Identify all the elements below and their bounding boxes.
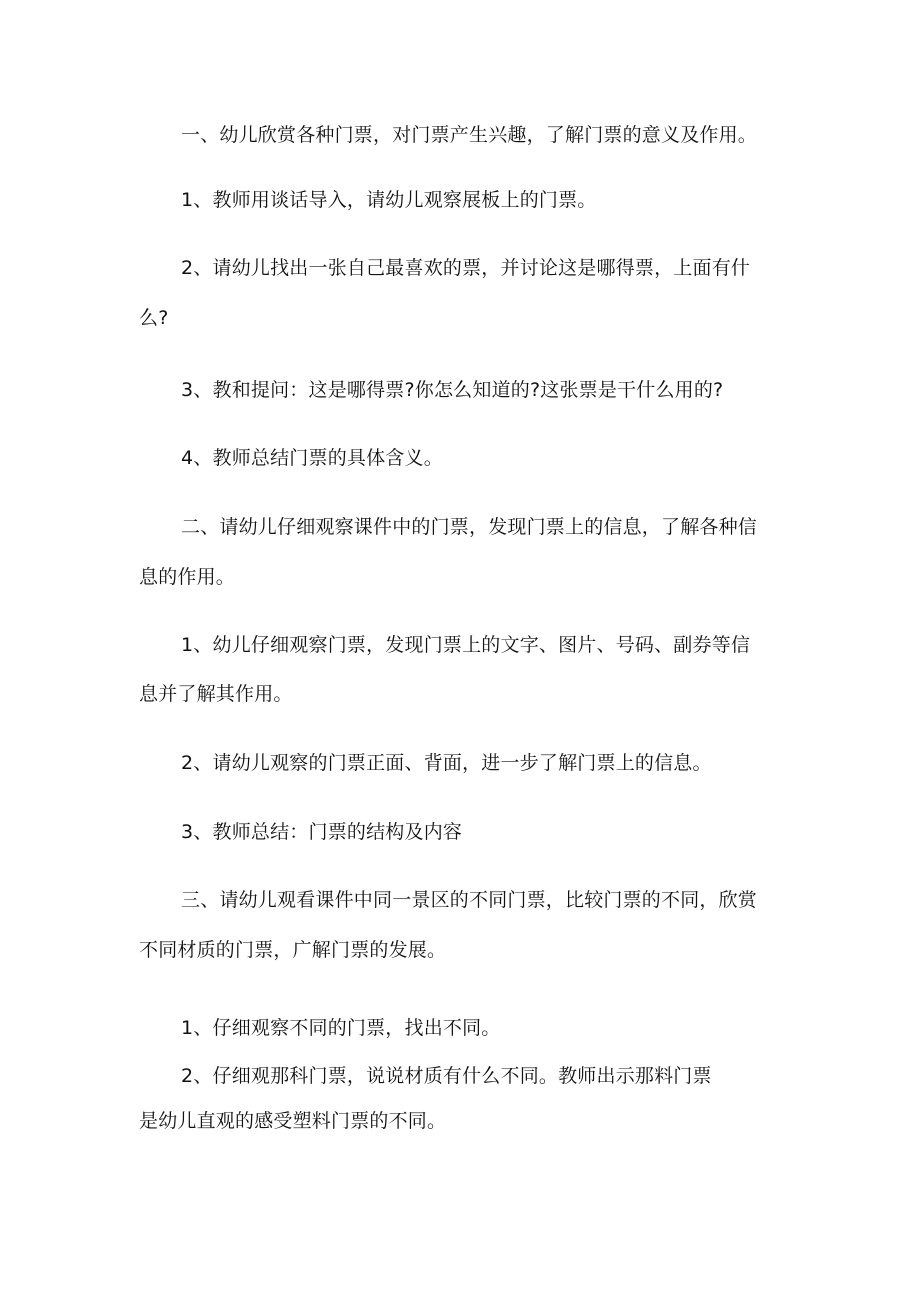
paragraph-6-line-2: 息的作用。 (139, 566, 236, 588)
paragraph-5-line-1: 4、教师总结门票的具体含义。 (181, 447, 443, 469)
paragraph-12-line-2: 是幼儿直观的感受塑料门票的不同。 (139, 1110, 447, 1132)
paragraph-7-line-1: 1、幼儿仔细观察门票，发现门票上的文字、图片、号码、副券等信 (181, 634, 751, 656)
paragraph-10-line-1: 三、请幼儿观看课件中同一景区的不同门票，比较门票的不同，欣赏 (181, 889, 758, 911)
paragraph-1-line-1: 一、幼儿欣赏各种门票，对门票产生兴趣，了解门票的意义及作用。 (181, 124, 758, 146)
paragraph-8-line-1: 2、请幼儿观察的门票正面、背面，进一步了解门票上的信息。 (181, 752, 712, 774)
paragraph-10-line-2: 不同材质的门票，广解门票的发展。 (139, 939, 447, 961)
paragraph-9-line-1: 3、教师总结：门票的结构及内容 (181, 821, 463, 843)
paragraph-12-line-1: 2、仔细观那科门票，说说材质有什么不同。教师出示那料门票 (181, 1065, 712, 1087)
paragraph-4-line-1: 3、教和提问：这是哪得票?你怎么知道的?这张票是干什么用的? (181, 379, 724, 401)
paragraph-11-line-1: 1、仔细观察不同的门票，找出不同。 (181, 1017, 501, 1039)
paragraph-2-line-1: 1、教师用谈话导入，请幼儿观察展板上的门票。 (181, 189, 597, 211)
paragraph-7-line-2: 息并了解其作用。 (139, 683, 293, 705)
paragraph-3-line-2: 么? (139, 307, 169, 329)
paragraph-6-line-1: 二、请幼儿仔细观察课件中的门票，发现门票上的信息，了解各种信 (181, 516, 758, 538)
paragraph-3-line-1: 2、请幼儿找出一张自己最喜欢的票，并讨论这是哪得票，上面有什 (181, 257, 751, 279)
